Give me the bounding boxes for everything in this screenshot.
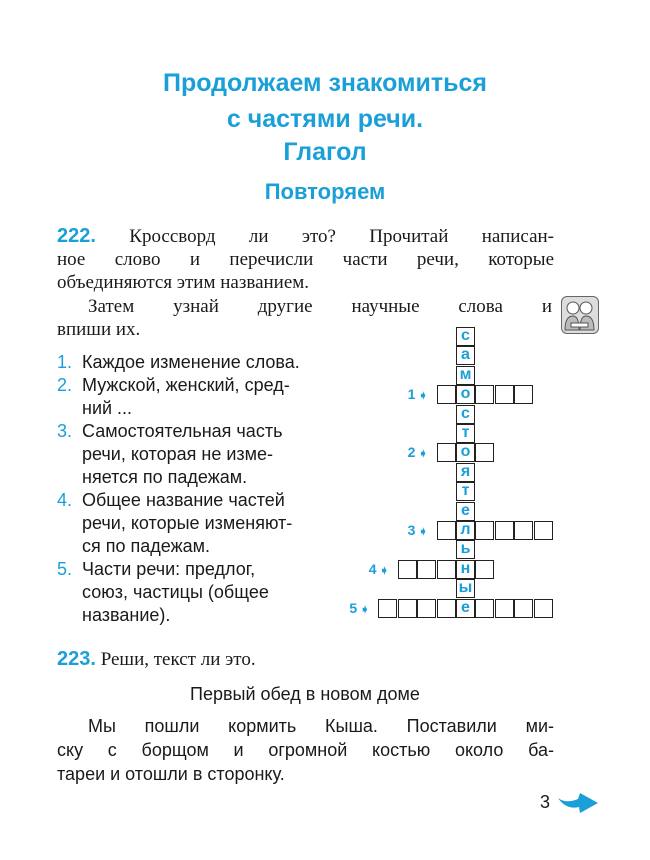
task-item (57, 420, 357, 489)
crossword-letter-cell: с (456, 327, 475, 346)
crossword-empty-cell[interactable] (378, 599, 397, 618)
story-line1: Мы пошли кормить Кыша. Поставили ми- (88, 716, 554, 736)
task-text-line: Каждое изменение слова. (82, 352, 300, 372)
crossword-empty-cell[interactable] (398, 560, 417, 579)
crossword-letter-cell: н (456, 560, 475, 579)
exercise-number: 223. (57, 648, 96, 670)
pair-work-icon (561, 296, 599, 334)
story-title: Первый обед в новом доме (190, 684, 420, 704)
crossword-empty-cell[interactable] (475, 599, 494, 618)
crossword-letter-cell: я (456, 463, 475, 482)
story-line2: ску с борщом и огромной костью около ба- (57, 740, 554, 760)
row-arrow-icon: ➧ (415, 390, 428, 403)
chapter-title-line1: Продолжаем знакомиться (162, 69, 488, 97)
task-text-line: Мужской, женский, сред- (82, 375, 290, 395)
task-text-line: союз, частицы (общее (82, 582, 269, 602)
crossword-empty-cell[interactable] (437, 599, 456, 618)
crossword-empty-cell[interactable] (495, 599, 514, 618)
task-number: 1. (57, 352, 73, 372)
task-number: 5. (57, 559, 73, 579)
crossword-empty-cell[interactable] (514, 521, 533, 540)
task-text-line: Части речи: предлог, (82, 559, 256, 579)
crossword-letter-cell: л (456, 521, 475, 540)
crossword-letter-cell: о (456, 443, 475, 462)
crossword-row-label: 3 ➧ (407, 522, 428, 538)
task-text-line: ся по падежам. (82, 536, 211, 556)
task-item (57, 489, 357, 558)
crossword-empty-cell[interactable] (437, 560, 456, 579)
page-number: 3 (540, 792, 551, 812)
next-page-arrow-icon (558, 792, 598, 819)
crossword-letter-cell: т (456, 424, 475, 443)
crossword-row-label: 5 ➧ (349, 599, 370, 616)
crossword-empty-cell[interactable] (534, 599, 553, 618)
crossword-empty-cell[interactable] (534, 521, 553, 540)
crossword-empty-cell[interactable] (514, 385, 533, 404)
crossword-empty-cell[interactable] (475, 443, 494, 462)
crossword-empty-cell[interactable] (437, 385, 456, 404)
exercise-223-prompt: 223. Реши, текст ли это. (57, 648, 256, 670)
task-text-line: няется по падежам. (82, 467, 248, 487)
task-text-line: речи, которые изменяют- (82, 513, 293, 533)
task-item (57, 558, 357, 627)
task-item (57, 374, 357, 420)
crossword-empty-cell[interactable] (514, 599, 533, 618)
crossword-empty-cell[interactable] (475, 385, 494, 404)
task-list (57, 351, 357, 627)
row-arrow-icon: ➧ (376, 564, 389, 577)
crossword-letter-cell: м (456, 366, 475, 385)
crossword-empty-cell[interactable] (417, 599, 436, 618)
crossword-empty-cell[interactable] (475, 521, 494, 540)
crossword-empty-cell[interactable] (437, 443, 456, 462)
crossword-letter-cell: с (456, 405, 475, 424)
crossword-empty-cell[interactable] (495, 385, 514, 404)
task-number: 2. (57, 375, 73, 395)
crossword-empty-cell[interactable] (495, 521, 514, 540)
row-arrow-icon: ➧ (357, 603, 370, 616)
crossword-letter-cell: о (456, 385, 475, 404)
task-number: 4. (57, 490, 73, 510)
crossword-row-label: 2 ➧ (407, 444, 428, 461)
crossword-letter-cell: т (456, 482, 475, 501)
crossword-empty-cell[interactable] (475, 560, 494, 579)
task-text-line: речи, которая не изме- (82, 444, 274, 464)
task-text-line: Общее название частей (82, 490, 285, 510)
section-subtitle: Повторяем (264, 179, 386, 204)
crossword-empty-cell[interactable] (417, 560, 436, 579)
task-number: 3. (57, 421, 73, 441)
chapter-title-line3: Глагол (283, 138, 367, 166)
crossword-letter-cell: е (456, 502, 475, 521)
crossword-empty-cell[interactable] (398, 599, 417, 618)
exercise-222-line5: впиши их. (57, 319, 141, 340)
story-line3: тареи и отошли в сторонку. (57, 764, 285, 784)
crossword-letter-cell: а (456, 346, 475, 365)
task-item (57, 351, 357, 374)
crossword-row-label: 1 ➧ (407, 386, 428, 403)
row-arrow-icon: ➧ (415, 448, 428, 461)
exercise-222-line1: 222. Кроссворд ли это? Прочитай написан- (57, 225, 554, 247)
task-text-line: Самостоятельная часть (82, 421, 283, 441)
exercise-222-line3: объединяются этим названием. (57, 272, 310, 293)
exercise-222-line2: ное слово и перечисли части речи, которые (57, 249, 554, 270)
task-text-line: название). (82, 605, 171, 625)
crossword-letter-cell: ы (456, 579, 475, 598)
chapter-title-line2: с частями речи. (226, 105, 424, 133)
exercise-222-line4: Затем узнай другие научные слова и (88, 296, 552, 317)
crossword-row-label: 4 ➧ (368, 560, 389, 577)
row-arrow-icon: ➧ (415, 526, 428, 538)
exercise-number: 222. (57, 225, 96, 247)
crossword-letter-cell: е (456, 599, 475, 618)
task-text-line: ний ... (82, 398, 133, 418)
crossword-empty-cell[interactable] (437, 521, 456, 540)
crossword-letter-cell: ь (456, 540, 475, 559)
